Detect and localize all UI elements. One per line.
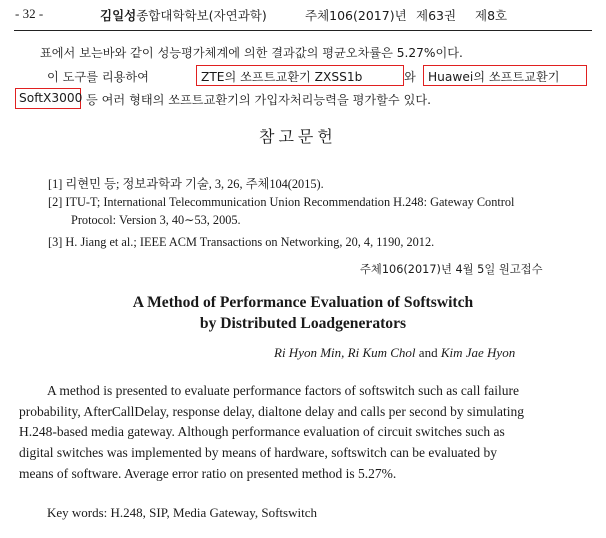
page-number: - 32 -: [15, 6, 44, 21]
abstract-line-5: means of software. Average error ratio on presented method is 5.27%.: [19, 466, 397, 481]
reference-3: [3] H. Jiang et al.; IEEE ACM Transactions on Networking, 20, 4, 1190, 2012.: [48, 235, 435, 249]
reference-2-continued: Protocol: Version 3, 40∼53, 2005.: [71, 213, 241, 227]
authors-last: Kim Jae Hyon: [440, 345, 516, 360]
journal-name-rest: 종합대학학보(자연과학): [136, 8, 267, 23]
references-heading: 참고문헌: [259, 127, 337, 146]
header-rule: [14, 30, 592, 31]
body-line-2-start: 이 도구를 리용하여: [47, 70, 149, 84]
authors: [274, 345, 515, 361]
received-date: 주체106(2017)년 4월 5일 원고접수: [360, 263, 543, 276]
body-line-1: 표에서 보는바와 같이 성능평가체계에 의한 결과값의 평균오차률은 5.27%이다.: [40, 46, 463, 60]
body-line-3-rest: 등 여러 형태의 쏘프트교환기의 가입자처리능력을 평가할수 있다.: [86, 93, 431, 107]
abstract-line-3: H.248-based media gateway. Although performance evaluation of circuit switches such as: [19, 424, 505, 439]
journal-issue-number: 제8호: [475, 8, 508, 23]
english-title-line-1: A Method of Performance Evaluation of Softswitch: [132, 294, 474, 311]
journal-volume: 주체106(2017)년: [305, 8, 407, 23]
abstract-line-2: probability, AfterCallDelay, response delay, dialtone delay and calls per second by simulating: [19, 404, 524, 419]
body-line-2-zte: ZTE의 쏘프트교환기 ZXSS1b: [201, 70, 363, 84]
body-line-3-softx: SoftX3000: [19, 91, 83, 105]
english-title-line-2: by Distributed Loadgenerators: [199, 315, 407, 332]
reference-2: [2] ITU-T; International Telecommunication Union Recommendation H.248: Gateway Control: [48, 195, 515, 209]
journal-issue-volume: 제63권: [416, 8, 457, 23]
body-line-2-huawei: Huawei의 쏘프트교환기: [428, 70, 560, 84]
authors-first: Ri Hyon Min, Ri Kum Chol: [274, 345, 416, 360]
journal-name: [100, 6, 267, 24]
journal-name-bold: 김일성: [100, 8, 137, 23]
abstract-line-4: digital switches was implemented by means of hardware, softswitch can be evaluated by: [19, 445, 497, 460]
body-line-2-conj: 와: [404, 70, 416, 84]
keywords: Key words: H.248, SIP, Media Gateway, Softswitch: [47, 505, 317, 520]
reference-1: [1] 리현민 등; 정보과학과 기술, 3, 26, 주체104(2015).: [48, 177, 324, 191]
authors-and: and: [418, 345, 438, 360]
abstract-line-1: A method is presented to evaluate performance factors of softswitch such as call failure: [47, 383, 519, 398]
